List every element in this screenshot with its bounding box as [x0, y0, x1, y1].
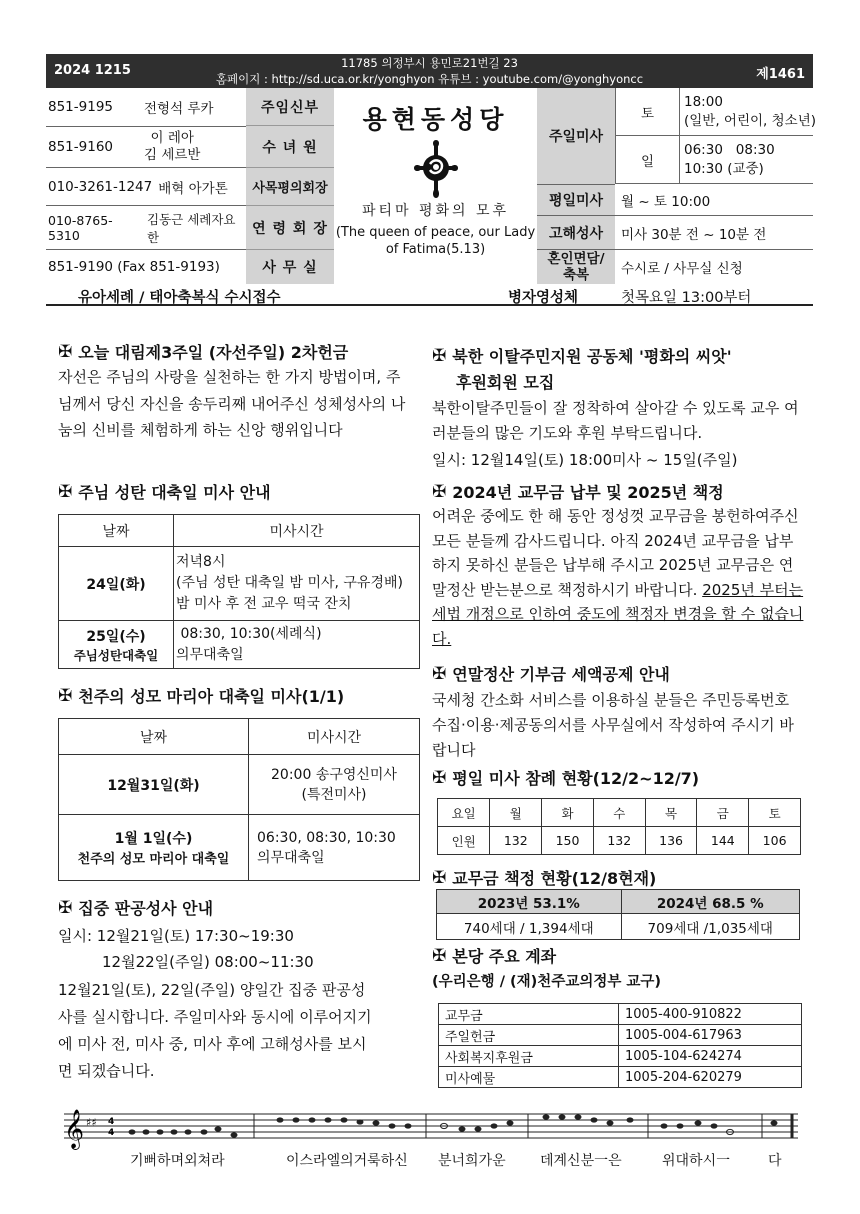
- staff-phone: 851-9195: [48, 99, 113, 115]
- table-cell-date: 1월 1일(수) 천주의 성모 마리아 대축일: [59, 815, 249, 881]
- staff-role: 연 령 회 장: [246, 206, 334, 250]
- info-strip: [46, 284, 813, 306]
- table-row: [438, 799, 801, 827]
- section-heading: ✠ 주님 성탄 대축일 미사 안내: [58, 481, 271, 502]
- weekday-mass-times: 월 ~ 토 10:00: [615, 184, 813, 216]
- confession-date-2: 12월22일(주일) 08:00~11:30: [102, 953, 314, 971]
- section-heading: ✠ 오늘 대림제3주일 (자선주일) 2차헌금: [58, 341, 349, 362]
- baptism-notice: 유아세례 / 태아축복식 수시접수: [78, 290, 281, 306]
- table-header: 미사시간: [174, 515, 420, 547]
- staff-phone: 851-9160: [48, 139, 113, 155]
- parish-subtitle-ko: 파티마 평화의 모후: [361, 203, 510, 219]
- staff-name: 이 레아 김 세르반: [144, 130, 201, 163]
- table-header: 목: [645, 799, 697, 827]
- tax-text: 국세청 간소화 서비스를 이용하실 분들은 주민등록번호 수집·이용·제공동의서를 사무실에서 작성하여 주시기 바랍니다: [432, 691, 794, 759]
- table-cell: 132: [490, 827, 542, 855]
- staff-phone: 010-8765-5310: [48, 212, 113, 243]
- confession-text: 12월21일(토), 22일(주일) 양일간 집중 판공성사를 실시합니다. 주일미사와 동시에 이루어지기에 미사 전, 미사 중, 미사 후에 고해성사를 보시면 되겠습니다.: [58, 981, 372, 1080]
- table-row: [59, 547, 420, 621]
- header-bar: [46, 54, 813, 88]
- cross-icon: ✠: [58, 897, 73, 918]
- lyric: 분너희가운: [438, 1153, 506, 1169]
- cross-icon: ✠: [432, 345, 447, 366]
- accounts-table: [438, 1003, 802, 1088]
- staff-name: 김동근 세례자요한: [147, 211, 236, 245]
- table-row: [437, 914, 800, 940]
- cross-icon: ✠: [432, 663, 447, 684]
- seed-of-peace-date: 일시: 12월14일(토) 18:00미사 ~ 15일(주일): [432, 451, 738, 469]
- account-number: 1005-004-617963: [619, 1025, 802, 1046]
- table-cell-date: 25일(수) 주님성탄대축일: [59, 621, 174, 669]
- sunday-mass-label: 주일미사: [537, 88, 615, 184]
- table-row: [439, 1025, 802, 1046]
- confession-label: 고해성사: [537, 216, 615, 250]
- table-cell-date: 12월31일(화): [59, 755, 249, 815]
- parish-address: 11785 의정부시 용민로21번길 23: [341, 56, 518, 70]
- table-header: 2023년 53.1%: [437, 890, 622, 914]
- table-header: 수: [593, 799, 645, 827]
- staff-role: 수 녀 원: [246, 126, 334, 168]
- section-heading: ✠ 북한 이탈주민지원 공동체 '평화의 씨앗': [432, 345, 732, 366]
- christmas-mass-table: [58, 514, 420, 669]
- seed-of-peace-text: 북한이탈주민들이 잘 정착하여 살아갈 수 있도록 교우 여러분들의 많은 기도와 후원 부탁드립니다.: [432, 399, 799, 442]
- staff-row: [46, 88, 246, 126]
- table-header: 날짜: [59, 515, 174, 547]
- table-header: 화: [542, 799, 594, 827]
- staff-row: [46, 206, 246, 250]
- saturday-times: 18:00 (일반, 어린이, 청소년): [679, 88, 813, 136]
- table-row: [438, 827, 801, 855]
- account-number: 1005-400-910822: [619, 1004, 802, 1025]
- staff-role: 사목평의회장: [246, 168, 334, 206]
- mary-mass-table: [58, 718, 420, 881]
- svg-text:♯♯: ♯♯: [86, 1116, 97, 1129]
- dues-notice: 2025년 부터는 세법 개정으로 인하여 중도에 책정자 변경을 할 수 없습니다.: [432, 580, 804, 648]
- cross-icon: ✠: [58, 341, 73, 362]
- staff-row: [46, 168, 246, 206]
- staff-row: [46, 250, 246, 284]
- table-cell: 인원: [438, 827, 490, 855]
- cross-icon: ✠: [432, 481, 447, 502]
- table-cell-time: 08:30, 10:30(세례식) 의무대축일: [174, 621, 420, 669]
- attendance-table: [437, 798, 801, 855]
- table-cell-time: 06:30, 08:30, 10:30 의무대축일: [249, 815, 420, 881]
- account-number: 1005-104-624274: [619, 1046, 802, 1067]
- parish-emblem-icon: [410, 136, 462, 202]
- section-heading: ✠ 연말정산 기부금 세액공제 안내: [432, 663, 670, 684]
- table-cell: 150: [542, 827, 594, 855]
- saturday-label: 토: [615, 88, 679, 136]
- charity-text: 자선은 주님의 사랑을 실천하는 한 가지 방법이며, 주님께서 당신 자신을 송두리째 내어주신 성체성사의 나눔의 신비를 체험하게 하는 신앙 행위입니다: [58, 368, 406, 439]
- staff-phone: 851-9190 (Fax 851-9193): [48, 259, 220, 275]
- dues-status-table: [436, 889, 800, 940]
- table-row: [439, 1046, 802, 1067]
- lyric: 기뻐하며외쳐라: [130, 1153, 225, 1169]
- table-cell-date: 24일(화): [59, 547, 174, 621]
- parish-title-block: [334, 88, 537, 284]
- svg-text:4: 4: [108, 1128, 115, 1138]
- table-cell-time: 저녁8시 (주님 성탄 대축일 밤 미사, 구유경배) 밤 미사 후 전 교우 떡국 잔치: [174, 547, 420, 621]
- staff-role: 주임신부: [246, 88, 334, 126]
- cross-icon: ✠: [432, 767, 447, 788]
- cross-icon: ✠: [432, 867, 447, 888]
- section-heading: ✠ 2024년 교무금 납부 및 2025년 책정: [432, 481, 724, 502]
- account-number: 1005-204-620279: [619, 1067, 802, 1088]
- wedding-label: 혼인면담/ 축복: [537, 250, 615, 284]
- lyric: 위대하시一: [662, 1153, 731, 1169]
- confession-date-1: 일시: 12월21일(토) 17:30~19:30: [58, 927, 294, 945]
- sick-communion-time: 첫목요일 13:00부터: [621, 290, 752, 306]
- section-heading: ✠ 평일 미사 참례 현황(12/2~12/7): [432, 767, 700, 788]
- sick-communion-label: 병자영성체: [508, 290, 579, 306]
- staff-role: 사 무 실: [246, 250, 334, 284]
- table-row: [437, 890, 800, 914]
- lyric: 데계신분一은: [540, 1153, 622, 1169]
- lyric: 다: [768, 1153, 782, 1169]
- table-header: 날짜: [59, 719, 249, 755]
- issue-number: 제1461: [756, 67, 805, 82]
- section-heading: ✠ 본당 주요 계좌: [432, 945, 557, 966]
- account-name: 교무금: [439, 1004, 619, 1025]
- staff-row: [46, 126, 246, 168]
- table-header: 월: [490, 799, 542, 827]
- table-header: 미사시간: [249, 719, 420, 755]
- table-row: [439, 1067, 802, 1088]
- section-heading-cont: 후원회원 모집: [456, 373, 555, 392]
- svg-text:𝄞: 𝄞: [64, 1109, 85, 1149]
- table-row: [59, 815, 420, 881]
- parish-name: 용현동성당: [362, 105, 509, 134]
- table-cell: 132: [593, 827, 645, 855]
- account-name: 사회복지후원금: [439, 1046, 619, 1067]
- dues-text: 어려운 중에도 한 해 동안 정성껏 교무금을 봉헌하여주신 모든 분들께 감사드립니다. 아직 2024년 교무금을 납부하지 못하신 분들은 납부해 주시고 2025년 교무금은 연말정산 받는분으로 책정하시기 바랍니다. 2025년 부터는 세법 개정으로 인하여 중도에 책정자 변경을 할 수 없습니다.: [432, 507, 804, 648]
- wedding-times: 수시로 / 사무실 신청: [621, 261, 743, 277]
- table-header: 2024년 68.5 %: [621, 890, 799, 914]
- staff-phone: 010-3261-1247: [48, 178, 153, 195]
- account-name: 미사예물: [439, 1067, 619, 1088]
- table-cell: 740세대 / 1,394세대: [437, 914, 622, 940]
- sunday-times: 06:30 08:30 10:30 (교중): [679, 136, 813, 184]
- cross-icon: ✠: [432, 945, 447, 966]
- section-heading: ✠ 천주의 성모 마리아 대축일 미사(1/1): [58, 685, 345, 706]
- table-cell-time: 20:00 송구영신미사 (특전미사): [249, 755, 420, 815]
- parish-subtitle-en: (The queen of peace, our Lady of Fatima(5.13): [335, 225, 536, 257]
- table-header: 요일: [438, 799, 490, 827]
- svg-text:4: 4: [108, 1117, 115, 1127]
- table-cell: 709세대 /1,035세대: [621, 914, 799, 940]
- cross-icon: ✠: [58, 481, 73, 502]
- music-score: [58, 1104, 798, 1170]
- lyric: 이스라엘의거룩하신: [286, 1153, 408, 1169]
- table-header: 토: [749, 799, 801, 827]
- staff-name: 전형석 루카: [144, 101, 214, 117]
- weekday-mass-label: 평일미사: [537, 184, 615, 216]
- cross-icon: ✠: [58, 685, 73, 706]
- staff-name: 배혁 아가톤: [158, 180, 228, 197]
- table-row: [439, 1004, 802, 1025]
- section-heading: ✠ 교무금 책정 현황(12/8현재): [432, 867, 657, 888]
- music-staff-icon: [58, 1104, 798, 1150]
- table-cell: 144: [697, 827, 749, 855]
- section-heading: ✠ 집중 판공성사 안내: [58, 897, 214, 918]
- account-name: 주일헌금: [439, 1025, 619, 1046]
- table-header: 금: [697, 799, 749, 827]
- table-cell: 106: [749, 827, 801, 855]
- table-cell: 136: [645, 827, 697, 855]
- table-row: [59, 621, 420, 669]
- parish-web: 홈페이지 : http://sd.uca.or.kr/yonghyon 유튜브 : youtube.com/@yonghyoncc: [215, 72, 644, 86]
- table-row: [59, 755, 420, 815]
- account-bank: (우리은행 / (재)천주교의정부 교구): [432, 974, 662, 990]
- issue-date: 2024 1215: [54, 63, 131, 78]
- confession-times: 미사 30분 전 ~ 10분 전: [615, 216, 813, 250]
- sunday-label: 일: [615, 136, 679, 184]
